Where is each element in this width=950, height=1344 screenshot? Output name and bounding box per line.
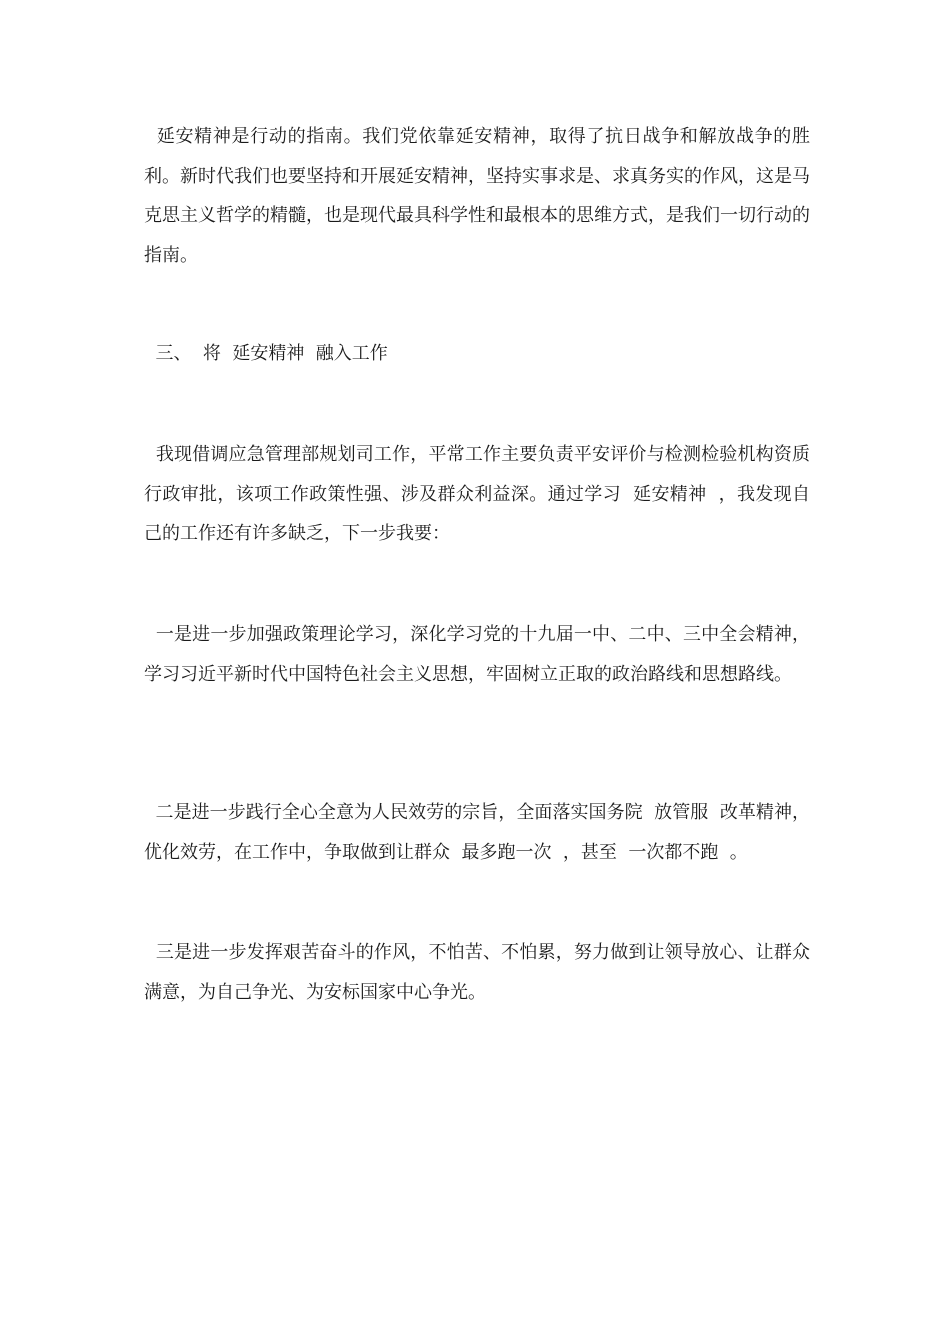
paragraph-yanan-spirit-guide: 延安精神是行动的指南。我们党依靠延安精神，取得了抗日战争和解放战争的胜利。新时代我们也要坚持和开展延安精神，坚持实事求是、求真务实的作风，这是马克思主义哲学的精髓，也是现代最具科学性和最根本的思维方式，是我们一切行动的指南。 <box>144 126 810 266</box>
paragraph-point-two: 二是进一步践行全心全意为人民效劳的宗旨，全面落实国务院 放管服 改革精神，优化效劳，在工作中，争取做到让群众 最多跑一次 ，甚至 一次都不跑 。 <box>144 802 810 863</box>
paragraph-current-work: 我现借调应急管理部规划司工作，平常工作主要负责平安评价与检测检验机构资质行政审批，该项工作政策性强、涉及群众利益深。通过学习 延安精神 ，我发现自己的工作还有许多缺乏，下一步我要： <box>144 444 811 544</box>
paragraph-point-three: 三是进一步发挥艰苦奋斗的作风，不怕苦、不怕累，努力做到让领导放心、让群众满意，为自己争光、为安标国家中心争光。 <box>144 942 811 1003</box>
section-heading-integrate-work: 三、 将 延安精神 融入工作 <box>144 343 388 364</box>
paragraph-point-one: 一是进一步加强政策理论学习，深化学习党的十九届一中、二中、三中全会精神，学习习近平新时代中国特色社会主义思想，牢固树立正取的政治路线和思想路线。 <box>144 624 811 685</box>
